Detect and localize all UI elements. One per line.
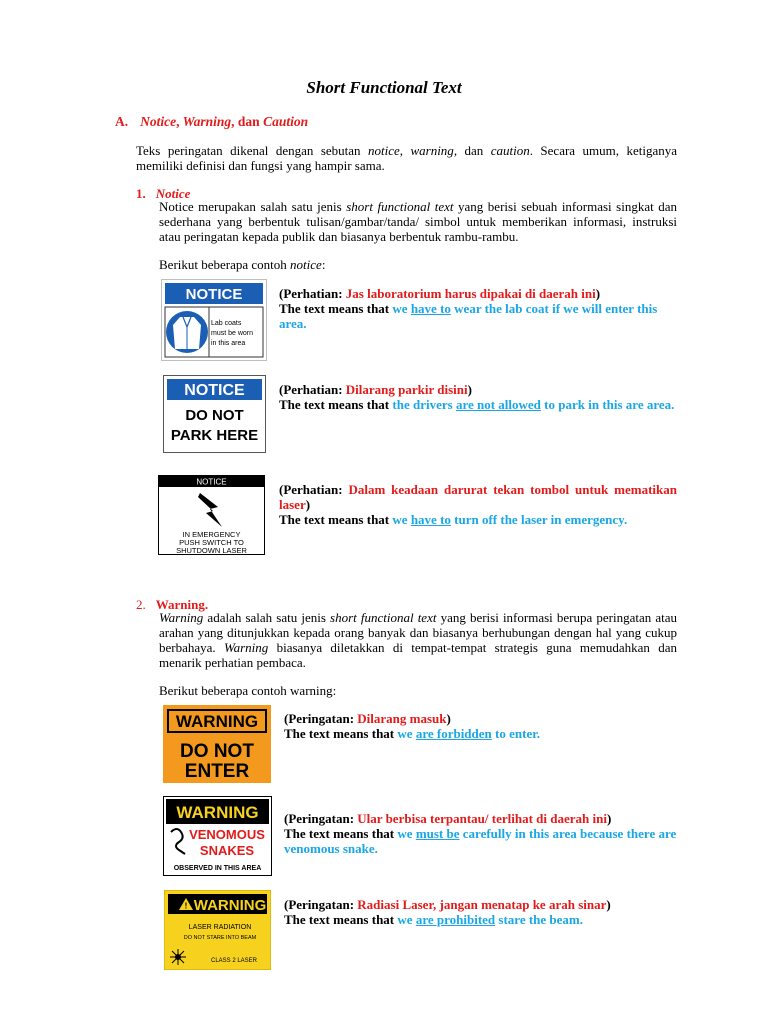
text-run: caution xyxy=(490,143,530,158)
lab-coat-icon xyxy=(166,311,208,353)
text-run: : xyxy=(321,257,326,272)
text-run: Warning xyxy=(223,640,269,655)
warning-sign-do-not-enter xyxy=(163,705,271,783)
text-run: biasanya diletakkan di tempat-tempat strategis guna memudahkan dan menarik perhatian pembaca. xyxy=(159,640,677,670)
notice-sign-lab-coat xyxy=(161,279,267,361)
notice-example-1-caption: (Perhatian: Jas laboratorium harus dipakai di daerah ini) The text means that we have to wear the lab coat if we will enter this area. xyxy=(279,286,658,331)
text-run: notice xyxy=(290,257,322,272)
notice-sign-text-2: must be worn xyxy=(211,330,254,337)
notice-examples-intro xyxy=(159,257,677,272)
text-run: yang berisi sebuah informasi singkat dan sederhana yang berbentuk tulisan/gambar/tanda/ simbol untuk memberikan informasi, instruksi atau peringatan kepada publik dan biasanya berbentuk rambu-rambu. xyxy=(159,199,678,244)
notice-sign-text-3: SHUTDOWN LASER xyxy=(176,546,247,555)
notice-sign-text-1: DO NOT xyxy=(185,407,244,424)
warning-heading: 2. Warning. xyxy=(136,597,209,612)
warning-sign-text-3: CLASS 2 LASER xyxy=(210,958,258,964)
warning-sign-text-1: DO NOT xyxy=(180,741,254,762)
warning-sign-header: WARNING xyxy=(193,897,267,914)
notice-sign-header: NOTICE xyxy=(196,477,227,487)
warning-sign-header: WARNING xyxy=(176,803,259,822)
text-run: . Secara umum, ketiganya memiliki definisi dan fungsi yang hampir sama. xyxy=(136,143,677,173)
notice-sign-text-3: in this area xyxy=(211,340,246,347)
warning-sign-text-1: LASER RADIATION xyxy=(188,924,252,931)
warning-example-3-caption: (Peringatan: Radiasi Laser, jangan menatap ke arah sinar) The text means that we are prohibited stare the beam. xyxy=(284,897,611,927)
notice-sign-text-2: PARK HERE xyxy=(170,427,259,444)
notice-sign-header: NOTICE xyxy=(184,382,245,399)
notice-heading: 1. Notice xyxy=(136,186,191,201)
section-a-heading: A. Notice, Warning, dan Caution xyxy=(115,114,309,129)
notice-paragraph xyxy=(159,199,677,244)
text-run: adalah salah satu jenis xyxy=(203,610,331,625)
notice-example-3-caption: (Perhatian: Dalam keadaan darurat tekan tombol untuk mematikan laser) The text means that we have to turn off the laser in emergency. xyxy=(279,482,677,527)
svg-text:!: ! xyxy=(184,901,188,911)
text-run: warning xyxy=(410,143,454,158)
warning-sign-text-1: VENOMOUS xyxy=(189,827,265,842)
page-title: Short Functional Text xyxy=(306,78,462,97)
warning-paragraph xyxy=(159,610,677,670)
warning-examples-intro xyxy=(159,683,677,698)
text-run: short functional text xyxy=(346,199,454,214)
notice-sign-do-not-park xyxy=(163,375,266,453)
notice-sign-laser-emergency xyxy=(158,475,265,555)
text-run: yang berisi informasi berupa peringatan atau arahan yang ditunjukkan kepada orang banyak dan biasanya berhubungan dengan hal yang cukup berbahaya. xyxy=(159,610,677,655)
notice-sign-text-2: PUSH SWITCH TO xyxy=(179,538,244,547)
section-a-intro xyxy=(136,143,677,173)
warning-sign-text-3: OBSERVED IN THIS AREA xyxy=(173,865,262,872)
warning-sign-laser-radiation xyxy=(164,890,271,970)
warning-example-2-caption: (Peringatan: Ular berbisa terpantau/ terlihat di daerah ini) The text means that we must be carefully in this area because there are venomous snake. xyxy=(284,811,677,856)
text-run: notice xyxy=(368,143,400,158)
warning-sign-text-2: SNAKES xyxy=(199,843,255,858)
text-run: , xyxy=(399,143,411,158)
text-run: Notice merupakan salah satu jenis xyxy=(159,199,347,214)
warning-example-1-caption: (Peringatan: Dilarang masuk) The text means that we are forbidden to enter. xyxy=(284,711,541,741)
text-run: Warning xyxy=(159,610,204,625)
warning-sign-venomous-snakes xyxy=(163,796,272,876)
text-run: short functional text xyxy=(330,610,437,625)
text-run: Teks peringatan dikenal dengan sebutan xyxy=(136,143,368,158)
warning-sign-header: WARNING xyxy=(175,712,259,731)
notice-example-2-caption: (Perhatian: Dilarang parkir disini) The text means that the drivers are not allowed to park in this are area. xyxy=(279,382,675,412)
notice-sign-header: NOTICE xyxy=(185,286,243,303)
warning-sign-text-2: ENTER xyxy=(184,761,250,782)
laser-starburst-icon xyxy=(170,949,186,965)
notice-sign-text-1: Lab coats xyxy=(211,320,242,327)
text-run: , dan xyxy=(453,143,491,158)
warning-sign-text-2: DO NOT STARE INTO BEAM xyxy=(183,935,257,941)
text-run: Berikut beberapa contoh xyxy=(159,257,291,272)
notice-sign-text-1: IN EMERGENCY xyxy=(182,530,241,539)
text-run: Berikut beberapa contoh warning: xyxy=(159,683,337,698)
